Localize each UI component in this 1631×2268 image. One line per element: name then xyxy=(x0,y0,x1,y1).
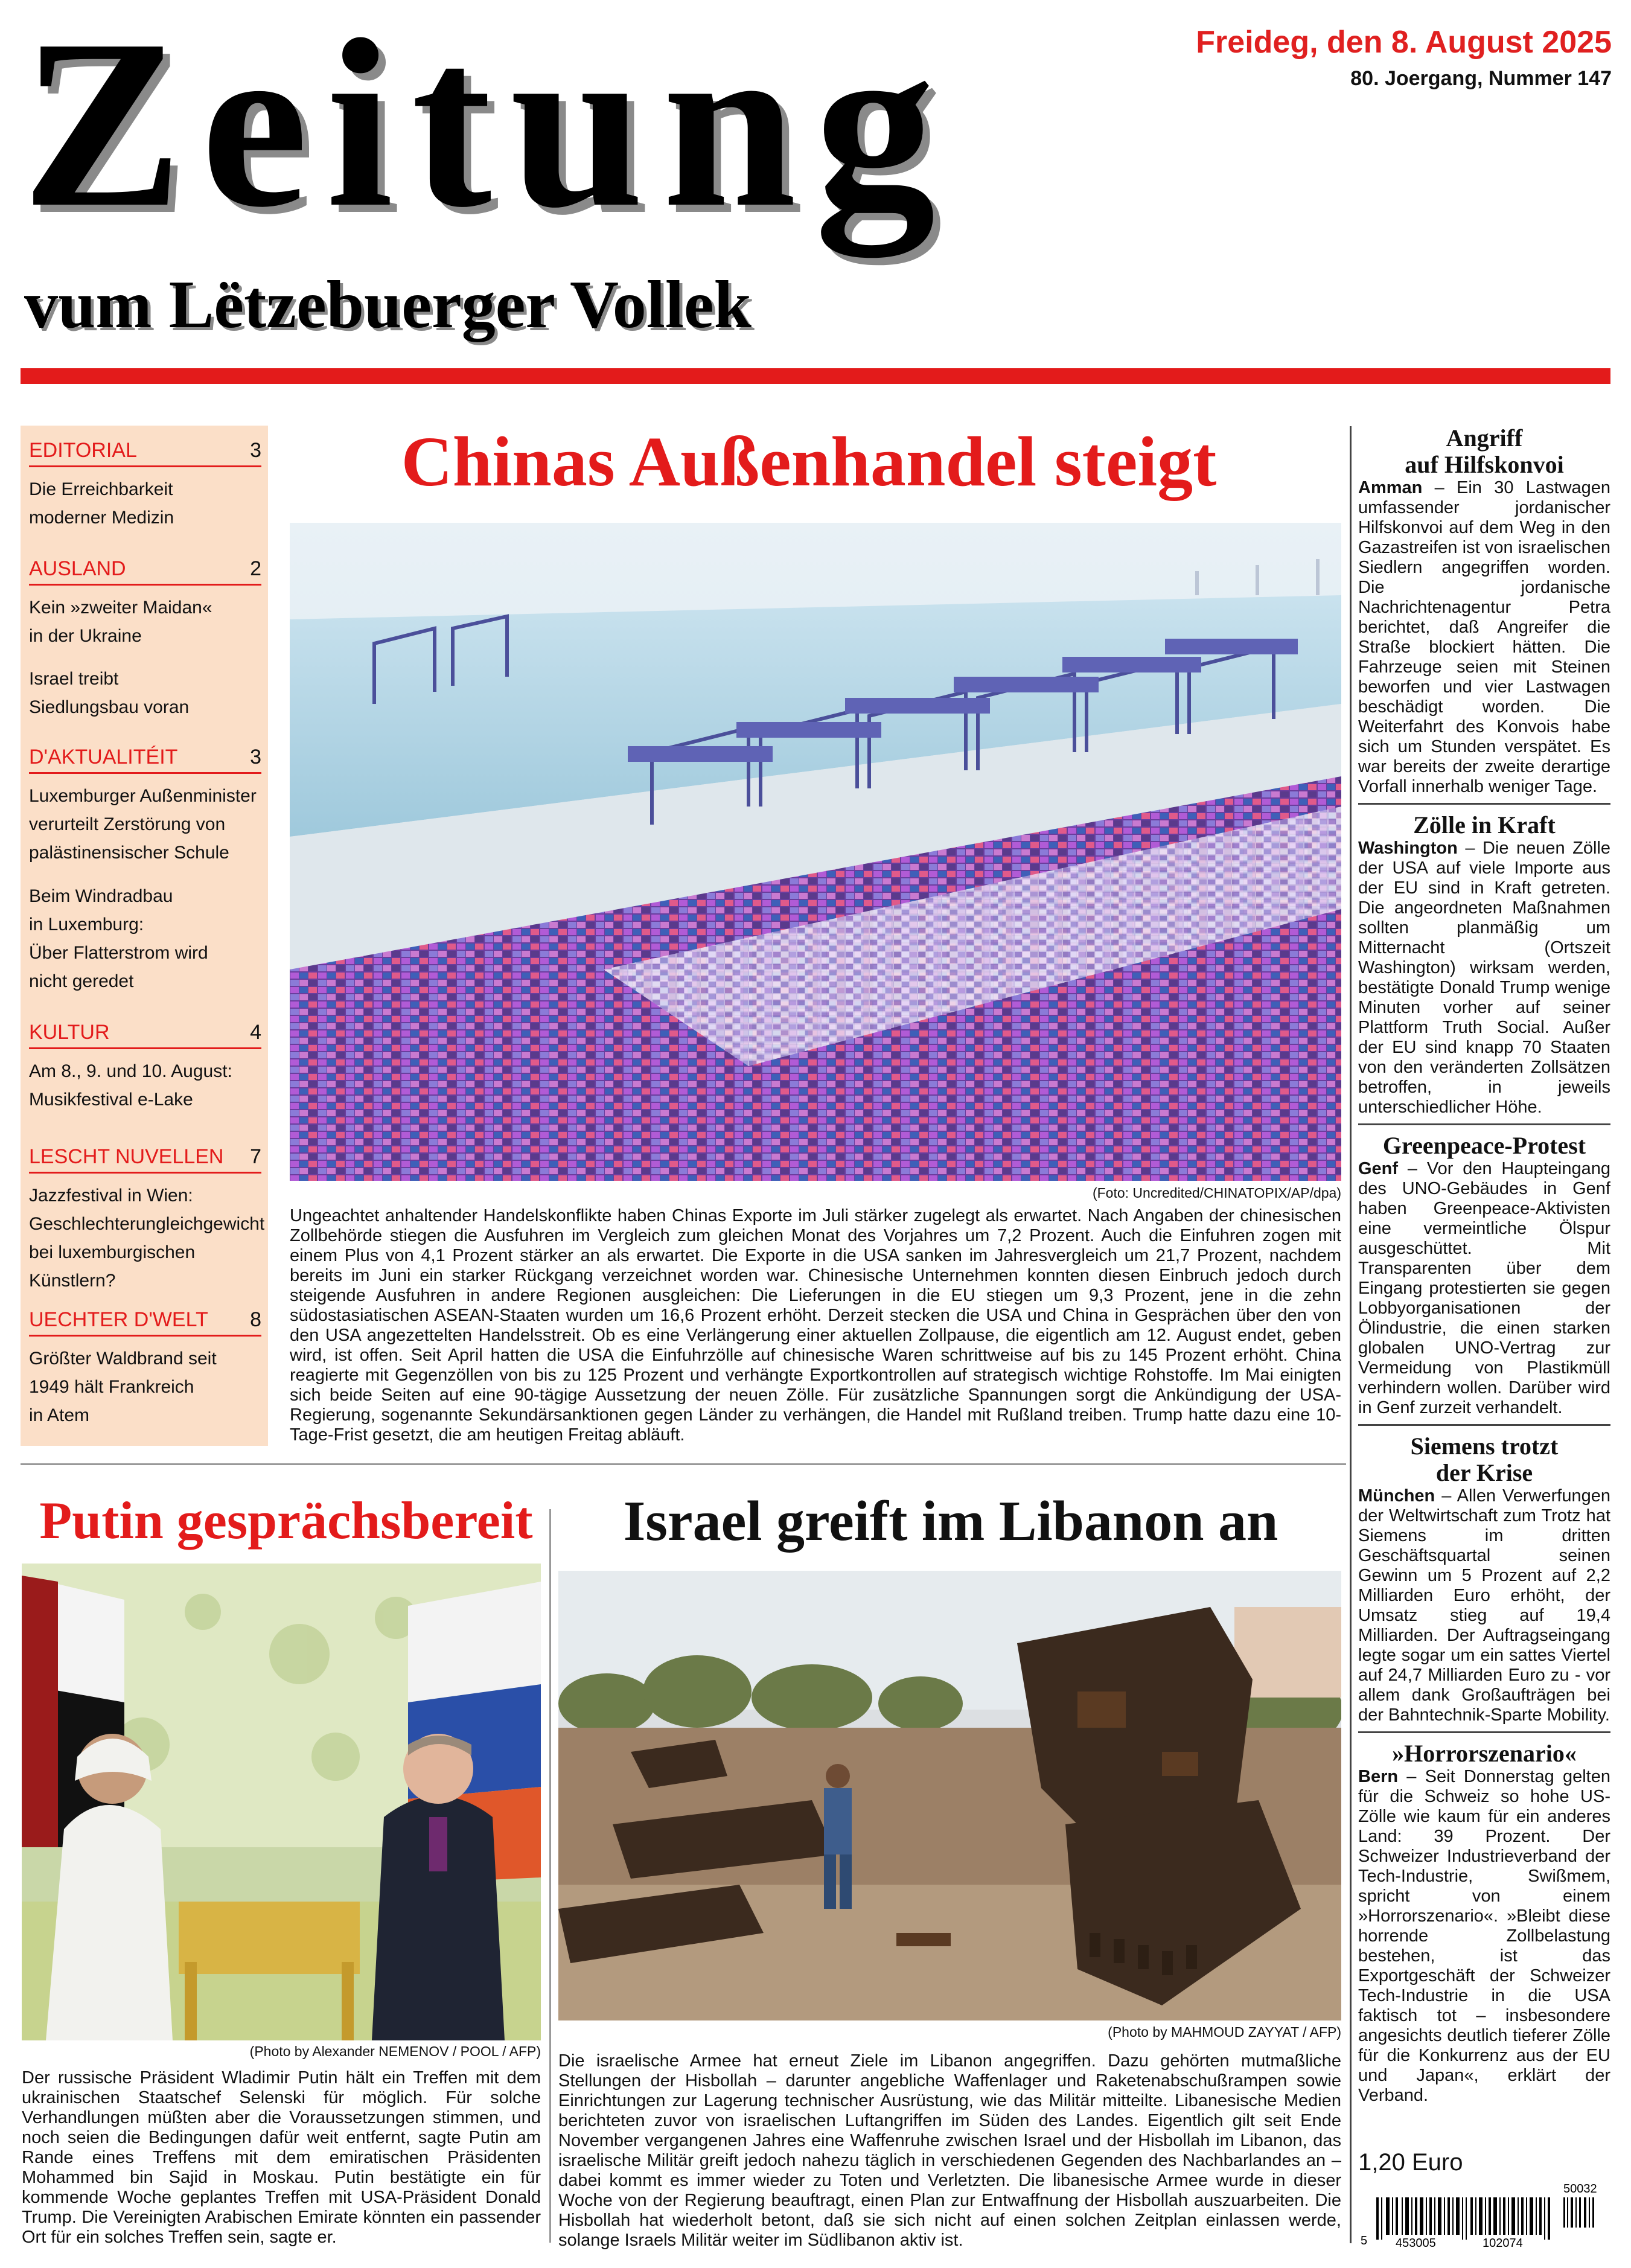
contents-index xyxy=(21,426,268,1446)
container-port-photo xyxy=(290,523,1341,1181)
index-page-number: 2 xyxy=(250,557,261,580)
dateline: Genf xyxy=(1358,1159,1399,1178)
index-section[interactable] xyxy=(29,742,261,774)
index-section-name: EDITORIAL xyxy=(29,439,137,462)
index-page-number: 3 xyxy=(250,439,261,462)
brief-item xyxy=(1358,425,1610,797)
photo-credit: (Foto: Uncredited/CHINATOPIX/AP/dpa) xyxy=(1092,1185,1341,1201)
issue-date: Freideg, den 8. August 2025 xyxy=(1196,25,1612,60)
brief-headline[interactable]: Siemens trotzt der Krise xyxy=(1410,1433,1559,1486)
masthead-rule xyxy=(21,368,1610,384)
brief-headline[interactable]: Angriff auf Hilfskonvoi xyxy=(1405,424,1564,478)
dateline: Amman xyxy=(1358,478,1423,497)
index-section[interactable] xyxy=(29,1017,261,1049)
index-section-name: KULTUR xyxy=(29,1021,110,1044)
masthead-subtitle: vum Lëtzebuerger Vollek xyxy=(24,267,752,342)
cover-price: 1,20 Euro xyxy=(1358,2149,1463,2176)
index-page-number: 7 xyxy=(250,1145,261,1168)
brief-body: – Die neuen Zölle der USA auf viele Importe aus der EU sind in Kraft getreten. Die angeordneten Maßnahmen sollten planmäßig um Mitternacht (Ortszeit Washington) wirksam werden, bestätigte Donald Trump wenige Minuten vorher auf seiner Plattform Truth Social. Außer der EU sind knapp 70 Staaten von den veränderten Zollsätzen betroffen, in jeweils unterschiedlicher Höhe. xyxy=(1358,839,1610,1117)
index-section-name: D'AKTUALITÉIT xyxy=(29,746,178,768)
section-divider xyxy=(21,1463,1346,1465)
brief-item xyxy=(1358,1740,1610,2106)
index-section[interactable] xyxy=(29,1142,261,1174)
column-rule xyxy=(549,1509,551,2243)
brief-headline[interactable]: »Horrorszenario« xyxy=(1392,1740,1577,1767)
index-item[interactable]: Größter Waldbrand seit 1949 hält Frankreich in Atem xyxy=(29,1349,217,1425)
brief-headline[interactable]: Zölle in Kraft xyxy=(1413,811,1556,839)
index-item[interactable]: Am 8., 9. und 10. August: Musikfestival e-Lake xyxy=(29,1061,232,1110)
barcode-group-2: 102074 xyxy=(1483,2237,1523,2250)
barcode xyxy=(1358,2179,1612,2252)
lebanon-wreckage-photo xyxy=(558,1571,1341,2020)
index-item[interactable]: Israel treibt Siedlungsbau voran xyxy=(29,669,190,717)
index-item[interactable]: Kein »zweiter Maidan« in der Ukraine xyxy=(29,598,212,646)
index-page-number: 8 xyxy=(250,1308,261,1331)
putin-article-body: Der russische Präsident Wladimir Putin hält ein Treffen mit dem ukrainischen Staatschef Selenski für möglich. Für solche Verhandlungen müßten aber die Voraussetzungen stimmen, und noch seien die Bedingungen dafür weit entfernt, sagte Putin am Rande eines Treffens mit dem emiratischen Präsidenten Mohammed bin Sajid in Moskau. Putin bestätigte ein für kommende Woche geplantes Treffen mit USA-Präsident Donald Trump. Die Vereinigten Arabischen Emirate könnten ein passender Ort für ein solches Treffen sein, sagte er. xyxy=(22,2068,541,2247)
lead-article-body: Ungeachtet anhaltender Handelskonflikte haben Chinas Exporte im Juli stärker zugelegt als erwartet. Nach Angaben der chinesischen Zollbehörde stiegen die Ausfuhren im Vergleich zum gleichen Monat des Vorjahres um 7,2 Prozent. Auch die Einfuhren zogen mit einem Plus von 4,1 Prozent stärker an als erwartet. Die Exporte in die USA sanken im Jahresvergleich um 21,7 Prozent, nachdem bereits im Juni ein starker Rückgang verzeichnet worden war. Chinesische Unternehmen konnten diesen Einbruch jedoch durch steigende Ausfuhren in andere Regionen ausgleichen: Die Lieferungen in die EU stiegen um 9,3 Prozent, jene in die zehn südostasiatischen ASEAN-Staaten wurden um 16,6 Prozent erhöht. Derzeit stecken die USA und China in Gesprächen über den von den USA angezettelten Handelsstreit. Ob es eine Verlängerung einer aktuellen Zollpause, die eigentlich am 12. August endet, geben wird, ist offen. Seit April hatten die USA die Einfuhrzölle auf chinesische Waren schrittweise auf bis zu 145 Prozent erhöht. China reagierte mit Gegenzöllen von bis zu 125 Prozent und verhängte Exportkontrollen auf strategisch wichtige Rohstoffe. Im Mai einigten sich beide Seiten auf eine 90-tägige Aussetzung der neuen Zölle. Für zusätzliche Spannungen sorgt die Ankündigung der USA-Regierung, sogenannte Sekundärsanktionen gegen Länder zu verhängen, die Handel mit Rußland treiben. Trump hatte dazu eine 10-Tage-Frist gesetzt, die am heutigen Freitag abläuft. xyxy=(290,1206,1341,1445)
brief-divider xyxy=(1358,803,1610,805)
index-section-name: UECHTER D'WELT xyxy=(29,1308,208,1331)
lead-headline[interactable]: Chinas Außenhandel steigt xyxy=(401,422,1217,501)
brief-body: – Ein 30 Lastwagen umfassender jordanischer Hilfskonvoi auf dem Weg in den Gazastreifen ist von israelischen Siedlern angegriffen worden. Die jordanische Nachrichtenagentur Petra berichtet, daß Angreifer die Straße blockiert hätten. Die Fahrzeuge seien mit Steinen beworfen und vier Lastwagen beschädigt worden. Die Weiterfahrt des Konvois habe sich um Stunden verspätet. Es war bereits der zweite derartige Vorfall innerhalb weniger Tage. xyxy=(1358,478,1610,796)
israel-headline[interactable]: Israel greift im Libanon an xyxy=(623,1490,1278,1553)
barcode-group-1: 453005 xyxy=(1396,2237,1436,2250)
dateline: München xyxy=(1358,1486,1435,1506)
index-section-name: LESCHT NUVELLEN xyxy=(29,1145,224,1168)
index-section[interactable] xyxy=(29,554,261,586)
brief-divider xyxy=(1358,1731,1610,1733)
index-section[interactable] xyxy=(29,1305,261,1337)
dateline: Bern xyxy=(1358,1767,1399,1786)
index-page-number: 4 xyxy=(250,1021,261,1044)
index-page-number: 3 xyxy=(250,746,261,768)
putin-headline[interactable]: Putin gesprächsbereit xyxy=(39,1492,533,1550)
index-item[interactable]: Beim Windradbau in Luxemburg: Über Flatterstrom wird nicht geredet xyxy=(29,886,208,991)
brief-body: – Allen Verwerfungen der Weltwirtschaft zum Trotz hat Siemens im dritten Geschäftsquartal seinen Gewinn um 5 Prozent auf 2,2 Milliarden Euro erhöht, der Umsatz stieg auf 19,4 Milliarden. Der Auftragseingang legte sogar um ein sattes Viertel auf 24,7 Milliarden Euro zu - vor allem dank Großaufträgen bei der Bahntechnik-Sparte Mobility. xyxy=(1358,1486,1610,1725)
photo-credit: (Photo by MAHMOUD ZAYYAT / AFP) xyxy=(1108,2024,1341,2040)
brief-divider xyxy=(1358,1424,1610,1426)
brief-item xyxy=(1358,812,1610,1117)
barcode-addon-number: 50032 xyxy=(1563,2182,1597,2196)
brief-body: – Seit Donnerstag gelten für die Schweiz so hohe US-Zölle wie kaum für ein anderes Land: 39 Prozent. Der Schweizer Industrieverband der Tech-Industrie, Swißmem, spricht von einem »Horrorszenario«. »Bleibt diese horrende Zollbelastung bestehen, ist das Exportgeschäft der Schweizer Tech-Industrie in die USA faktisch tot – insbesondere angesichts deutlich tieferer Zölle für die Konkurrenz aus der EU und Japan«, erklärt der Verband. xyxy=(1358,1767,1610,2105)
photo-credit: (Photo by Alexander NEMENOV / POOL / AFP) xyxy=(249,2043,541,2059)
issue-number: 80. Joergang, Nummer 147 xyxy=(1350,67,1612,90)
news-briefs-column xyxy=(1358,425,1610,2106)
putin-meeting-photo xyxy=(22,1564,541,2040)
index-item[interactable]: Jazzfestival in Wien: Geschlechterungleichgewicht bei luxemburgischen Künstlern? xyxy=(29,1186,265,1291)
index-section-name: AUSLAND xyxy=(29,557,126,580)
barcode-lead-digit: 5 xyxy=(1361,2234,1368,2247)
israel-article-body: Die israelische Armee hat erneut Ziele im Libanon angegriffen. Dazu gehörten mutmaßliche Stellungen der Hisbollah – darunter angebliche Waffenlager und Raketenabschußrampen sowie Einrichtungen zur Lagerung technischer Ausrüstung, wie das Militär mitteilte. Libanesische Medien berichteten zuvor von israelischen Luftangriffen im Süden des Landes. Eigentlich gilt seit Ende November vergangenen Jahres eine Waffenruhe zwischen Israel und der Hisbollah im Libanon, das israelische Militär greift jedoch nahezu täglich in verschiedenen Gegenden des Nachbarlandes an – dabei kommt es immer wieder zu Toten und Verletzten. Die libanesische Armee wurde in dieser Woche von der Regierung beauftragt, einen Plan zur Entwaffnung der Hisbollah auszuarbeiten. Die Hisbollah hat wiederholt betont, daß sie sich nicht auf einen solchen Zeitplan einlassen werde, solange Israels Militär weiter im Südlibanon aktiv ist. xyxy=(558,2051,1341,2250)
brief-headline[interactable]: Greenpeace-Protest xyxy=(1382,1132,1586,1159)
index-section[interactable] xyxy=(29,435,261,467)
brief-body: – Vor den Haupteingang des UNO-Gebäudes in Genf haben Greenpeace-Aktivisten eine vermeintliche Ölspur ausgeschüttet. Mit Transparenten über dem Eingang protestierten sie gegen Lobbyorganisationen der Ölindustrie, die einen starken globalen UNO-Vertrag zur Vermeidung von Plastikmüll verhindern wollen. Darüber wird in Genf zurzeit verhandelt. xyxy=(1358,1159,1610,1417)
column-rule xyxy=(1350,426,1352,2243)
brief-divider xyxy=(1358,1123,1610,1125)
masthead-title: Zeitung xyxy=(22,0,954,257)
brief-item xyxy=(1358,1132,1610,1418)
dateline: Washington xyxy=(1358,839,1458,858)
brief-item xyxy=(1358,1433,1610,1725)
index-item[interactable]: Luxemburger Außenminister verurteilt Zerstörung von palästinensischer Schule xyxy=(29,786,257,863)
index-item[interactable]: Die Erreichbarkeit moderner Medizin xyxy=(29,479,174,528)
